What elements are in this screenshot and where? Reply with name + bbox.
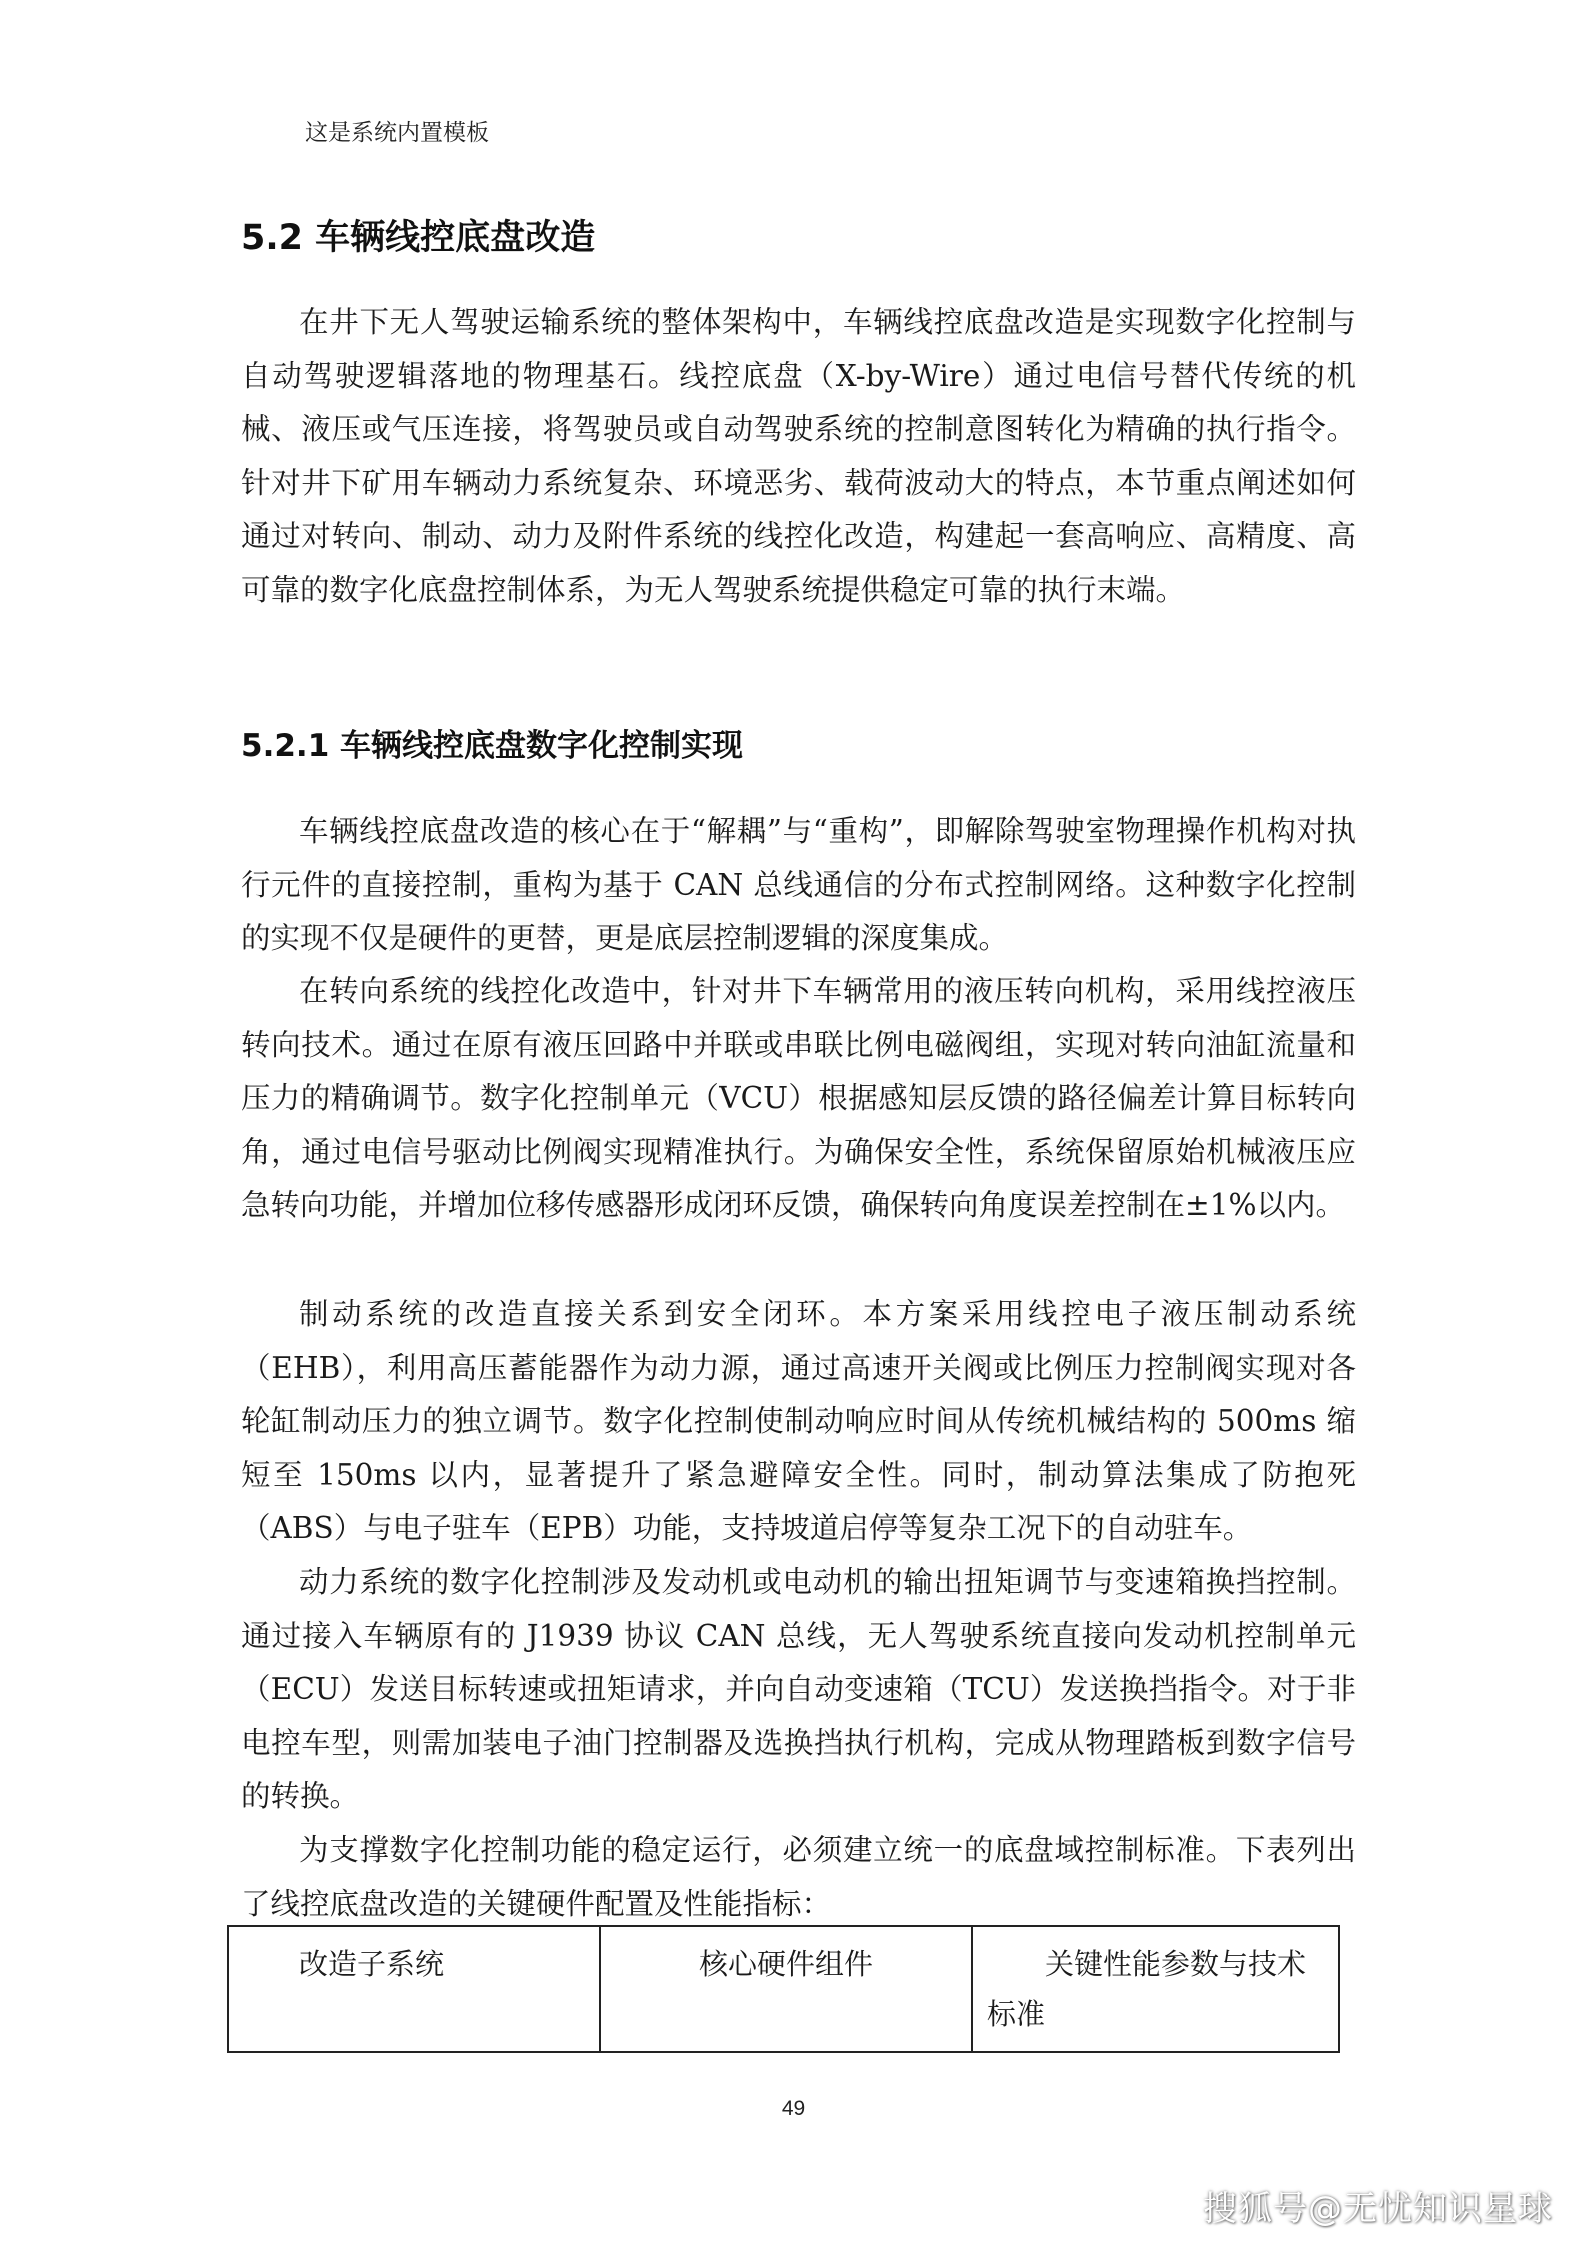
section-intro-paragraph: 在井下无人驾驶运输系统的整体架构中，车辆线控底盘改造是实现数字化控制与自动驾驶逻辑落地的物理基石。线控底盘（X-by-Wire）通过电信号替代传统的机械、液压或气压连接，将驾驶员或自动驾驶系统的控制意图转化为精确的执行指令。针对井下矿用车辆动力系统复杂、环境恶劣、载荷波动大的特点，本节重点阐述如何通过对转向、制动、动力及附件系统的线控化改造，构建起一套高响应、高精度、高可靠的数字化底盘控制体系，为无人驾驶系统提供稳定可靠的执行末端。 (241, 305, 1356, 607)
header-note: 这是系统内置模板 (305, 120, 489, 146)
table-header-subsystem: 改造子系统 (228, 1926, 600, 2052)
table-header-parameters: 关键性能参数与技术标准 (972, 1926, 1339, 2052)
section-heading: 5.2 车辆线控底盘改造 (241, 218, 596, 258)
body-paragraph-steering: 在转向系统的线控化改造中，针对井下车辆常用的液压转向机构，采用线控液压转向技术。通过在原有液压回路中并联或串联比例电磁阀组，实现对转向油缸流量和压力的精确调节。数字化控制单元（VCU）根据感知层反馈的路径偏差计算目标转向角，通过电信号驱动比例阀实现精准执行。为确保安全性，系统保留原始机械液压应急转向功能，并增加位移传感器形成闭环反馈，确保转向角度误差控制在±1%以内。 (241, 974, 1356, 1223)
subsection-heading: 5.2.1 车辆线控底盘数字化控制实现 (241, 728, 744, 764)
body-paragraph-decoupling: 车辆线控底盘改造的核心在于“解耦”与“重构”，即解除驾驶室物理操作机构对执行元件的直接控制，重构为基于 CAN 总线通信的分布式控制网络。这种数字化控制的实现不仅是硬件的更替，更是底层控制逻辑的深度集成。 (241, 814, 1356, 956)
table-header-hardware: 核心硬件组件 (600, 1926, 972, 2052)
table-header-row (228, 1926, 1339, 2052)
body-paragraph-powertrain: 动力系统的数字化控制涉及发动机或电动机的输出扭矩调节与变速箱换挡控制。通过接入车辆原有的 J1939 协议 CAN 总线，无人驾驶系统直接向发动机控制单元（ECU）发送目标转速或扭矩请求，并向自动变速箱（TCU）发送换挡指令。对于非电控车型，则需加装电子油门控制器及选换挡执行机构，完成从物理踏板到数字信号的转换。 (241, 1565, 1356, 1814)
body-paragraph-braking: 制动系统的改造直接关系到安全闭环。本方案采用线控电子液压制动系统（EHB），利用高压蓄能器作为动力源，通过高速开关阀或比例压力控制阀实现对各轮缸制动压力的独立调节。数字化控制使制动响应时间从传统机械结构的 500ms 缩短至 150ms 以内，显著提升了紧急避障安全性。同时，制动算法集成了防抱死（ABS）与电子驻车（EPB）功能，支持坡道启停等复杂工况下的自动驻车。 (241, 1297, 1356, 1546)
source-watermark: 搜狐号@无忧知识星球 (1203, 2189, 1553, 2229)
hardware-spec-table (227, 1925, 1340, 2053)
body-paragraph-table-intro: 为支撑数字化控制功能的稳定运行，必须建立统一的底盘域控制标准。下表列出了线控底盘改造的关键硬件配置及性能指标： (241, 1833, 1356, 1921)
page-number: 49 (781, 2097, 806, 2120)
